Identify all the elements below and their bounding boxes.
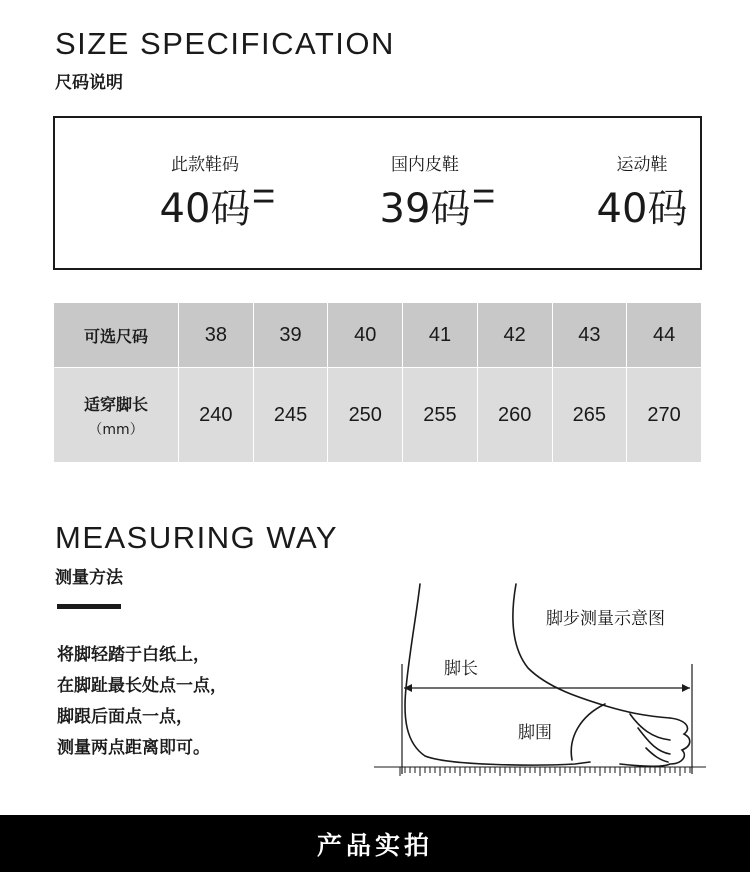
table-cell-length: 240 [179,368,254,463]
measuring-instructions [57,640,227,764]
table-cell-length: 265 [552,368,627,463]
equals-sign: = [472,174,496,218]
table-cell-size: 42 [477,303,552,368]
instruction-line: 将脚轻踏于白纸上， [57,645,210,665]
table-cell-size: 40 [328,303,403,368]
equivalence-value: 39码 [379,186,471,232]
table-cell-length: 260 [477,368,552,463]
measuring-way-subtitle: 测量方法 [55,568,123,588]
table-cell-size: 38 [179,303,254,368]
table-cell-length: 270 [627,368,702,463]
equals-sign: = [252,174,276,218]
table-row-sizes [54,303,702,368]
table-cell-size: 43 [552,303,627,368]
table-cell-size: 44 [627,303,702,368]
section-divider [57,604,121,609]
diagram-title: 脚步测量示意图 [546,609,665,629]
equivalence-sneakers [547,150,737,234]
foot-length-label: 脚长 [444,659,478,679]
footer-banner [0,815,750,872]
equivalence-value: 40码 [596,186,688,232]
table-row-foot-length [54,368,702,463]
table-header-available-sizes: 可选尺码 [54,303,179,368]
foot-length-unit: （mm） [88,421,144,438]
table-header-foot-length [54,368,179,463]
equivalence-label: 运动鞋 [616,155,668,175]
table-cell-length: 255 [403,368,478,463]
equivalence-label: 国内皮鞋 [391,155,459,175]
footer-label: 产品实拍 [316,830,433,860]
table-cell-length: 250 [328,368,403,463]
foot-length-label: 适穿脚长 [83,394,148,414]
measuring-way-title: MEASURING WAY [55,520,339,555]
foot-girth-label: 脚围 [518,723,552,743]
instruction-line: 脚跟后面点一点， [57,707,193,727]
table-cell-size: 41 [403,303,478,368]
instruction-line: 在脚趾最长处点一点， [57,676,227,696]
instruction-line: 测量两点距离即可。 [57,738,210,758]
size-table [53,302,702,463]
equivalence-label: 此款鞋码 [171,155,239,175]
foot-measurement-diagram [370,578,710,788]
size-spec-title: SIZE SPECIFICATION [55,26,395,61]
equivalence-value: 40码 [159,186,251,232]
table-cell-length: 245 [253,368,328,463]
size-spec-subtitle: 尺码说明 [55,73,123,93]
size-equivalence-box [53,116,702,270]
table-cell-size: 39 [253,303,328,368]
